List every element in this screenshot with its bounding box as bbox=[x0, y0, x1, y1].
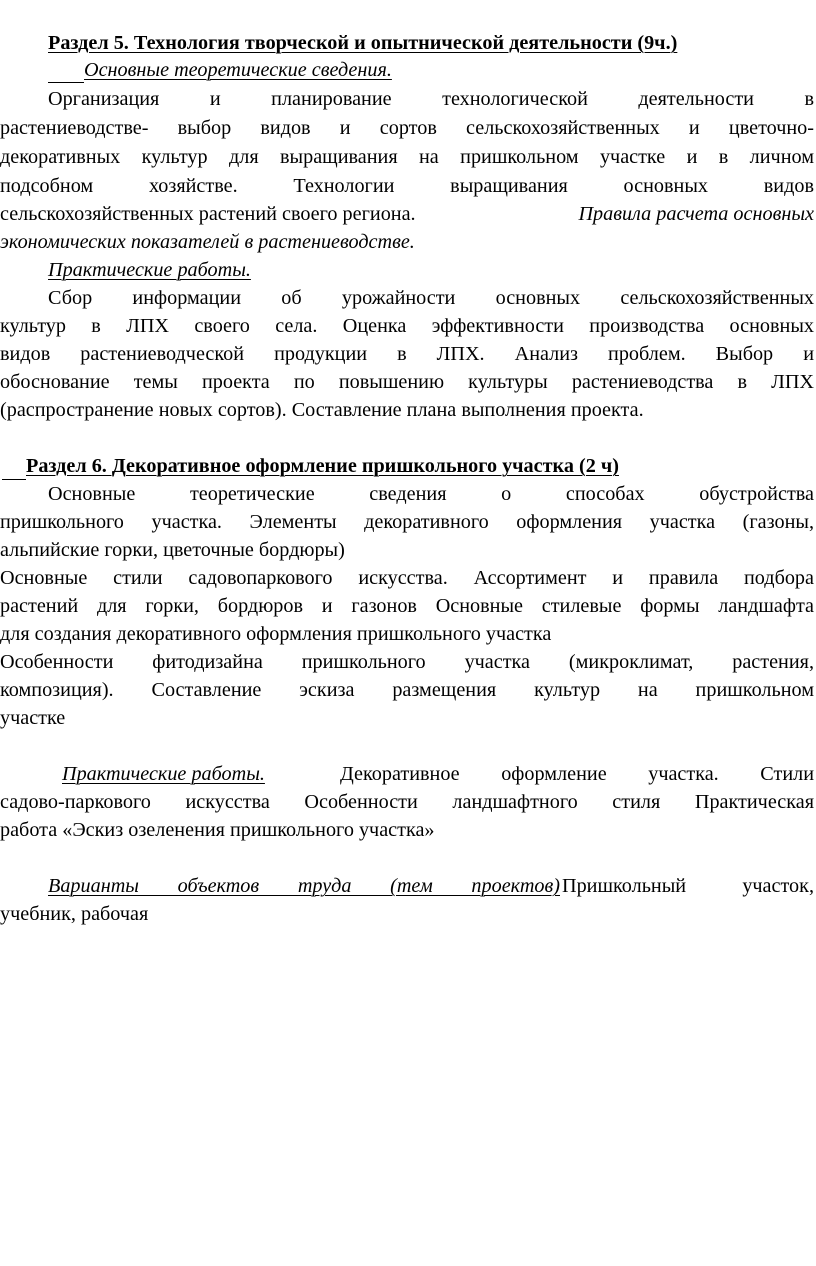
s5-p1-line1: Организация и планирование технологической деятельности в bbox=[48, 88, 814, 110]
s5-p1-line5-normal: сельскохозяйственных растений своего региона. bbox=[0, 203, 416, 225]
s6-practice-line2: садово-паркового искусства Особенности ландшафтного стиля Практическая bbox=[0, 791, 814, 813]
theory-heading-underline-lead bbox=[48, 82, 84, 83]
theory-heading: Основные теоретические сведения. bbox=[84, 59, 392, 81]
s5-p1-line5 bbox=[0, 201, 814, 228]
s5-p1-line6: экономических показателей в растениеводстве. bbox=[0, 231, 415, 253]
s5-p1-line2: растениеводстве- выбор видов и сортов сельскохозяйственных и цветочно- bbox=[0, 117, 814, 139]
s6-practice-line1-rest: Декоративное оформление участка. Стили bbox=[340, 763, 814, 785]
s5-p2-line4: обоснование темы проекта по повышению культуры растениеводства в ЛПХ bbox=[0, 371, 814, 393]
s6-p3-line3: участке bbox=[0, 707, 66, 729]
s6-p1-line1: Основные теоретические сведения о способах обустройства bbox=[48, 483, 814, 505]
s5-p2-line2: культур в ЛПХ своего села. Оценка эффективности производства основных bbox=[0, 315, 814, 337]
s6-variants-label: Варианты объектов труда (тем проектов) bbox=[48, 875, 560, 897]
s6-p3-line2: композиция). Составление эскиза размещения культур на пришкольном bbox=[0, 679, 814, 701]
practice-heading: Практические работы. bbox=[48, 259, 251, 281]
s5-p1-line4: подсобном хозяйстве. Технологии выращивания основных видов bbox=[0, 175, 814, 197]
s6-p2-line2: растений для горки, бордюров и газонов Основные стилевые формы ландшафта bbox=[0, 595, 814, 617]
s6-practice-label: Практические работы. bbox=[62, 763, 265, 785]
s6-practice-line3: работа «Эскиз озеленения пришкольного участка» bbox=[0, 819, 435, 841]
s6-p1-line2: пришкольного участка. Элементы декоративного оформления участка (газоны, bbox=[0, 511, 814, 533]
section-5-heading: Раздел 5. Технология творческой и опытнической деятельности (9ч.) bbox=[48, 32, 678, 54]
s6-practice-line1 bbox=[62, 761, 814, 788]
s6-p2-line3: для создания декоративного оформления пришкольного участка bbox=[0, 623, 552, 645]
section-6-heading: Раздел 6. Декоративное оформление пришкольного участка (2 ч) bbox=[26, 455, 619, 477]
s6-variants-line1 bbox=[48, 873, 814, 900]
s5-p2-line1: Сбор информации об урожайности основных сельскохозяйственных bbox=[48, 287, 814, 309]
s5-p2-line5: (распространение новых сортов). Составление плана выполнения проекта. bbox=[0, 399, 644, 421]
s6-p1-line3: альпийские горки, цветочные бордюры) bbox=[0, 539, 345, 561]
section-6-heading-underline-lead bbox=[2, 479, 26, 480]
s6-p2-line1: Основные стили садовопаркового искусства. Ассортимент и правила подбора bbox=[0, 567, 814, 589]
s6-variants-line1-rest: Пришкольный участок, bbox=[562, 875, 814, 897]
s5-p1-line3: декоративных культур для выращивания на пришкольном участке и в личном bbox=[0, 146, 814, 168]
s5-p1-line5-italic: Правила расчета основных bbox=[578, 203, 814, 225]
s6-p3-line1: Особенности фитодизайна пришкольного участка (микроклимат, растения, bbox=[0, 651, 814, 673]
s5-p2-line3: видов растениеводческой продукции в ЛПХ. Анализ проблем. Выбор и bbox=[0, 343, 814, 365]
s6-variants-line2: учебник, рабочая bbox=[0, 903, 149, 925]
